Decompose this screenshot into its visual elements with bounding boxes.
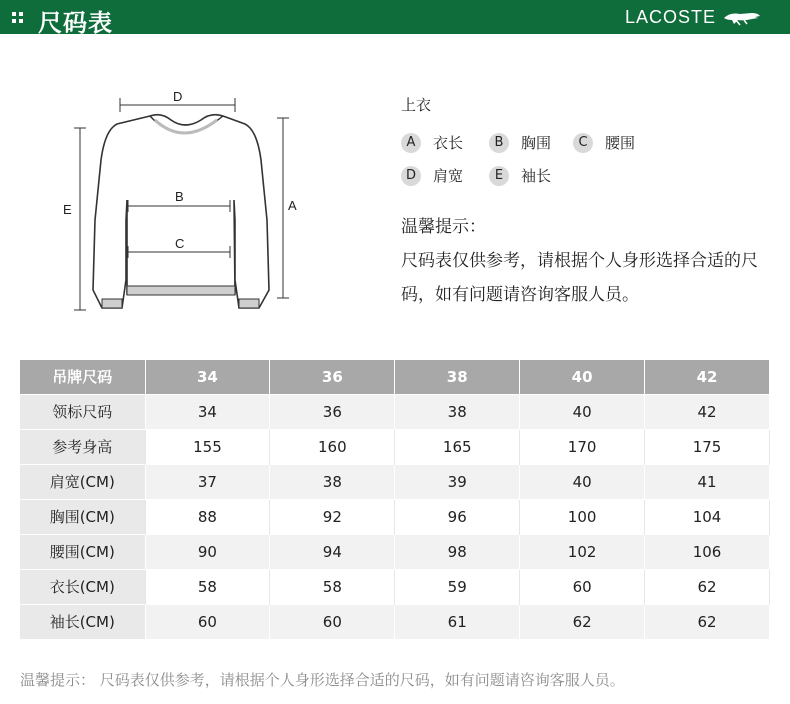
legend-label: 胸围 — [521, 134, 552, 152]
legend-badge: B — [489, 133, 509, 153]
table-cell: 106 — [645, 534, 770, 569]
legend-item — [401, 165, 463, 186]
table-cell: 39 — [395, 464, 520, 499]
table-cell: 155 — [145, 429, 270, 464]
table-cell: 38 — [395, 394, 520, 429]
table-cell: 42 — [645, 394, 770, 429]
legend-badge: E — [489, 166, 509, 186]
table-header-row — [20, 360, 770, 394]
table-cell: 34 — [145, 394, 270, 429]
table-cell: 62 — [645, 569, 770, 604]
table-cell: 94 — [270, 534, 395, 569]
table-cell: 100 — [520, 499, 645, 534]
table-cell: 38 — [270, 464, 395, 499]
size-table — [20, 360, 770, 639]
header-cell: 38 — [395, 360, 520, 394]
row-label: 袖长(CM) — [20, 604, 145, 639]
row-label: 领标尺码 — [20, 394, 145, 429]
legend-badge: C — [573, 133, 593, 153]
legend-badge: D — [401, 166, 421, 186]
table-cell: 92 — [270, 499, 395, 534]
header-cell: 40 — [520, 360, 645, 394]
legend-item — [489, 165, 551, 186]
table-cell: 41 — [645, 464, 770, 499]
table-cell: 160 — [270, 429, 395, 464]
table-cell: 37 — [145, 464, 270, 499]
brand-name: LACOSTE — [624, 7, 716, 27]
table-cell: 61 — [395, 604, 520, 639]
grid-dots-icon — [12, 12, 24, 24]
tips-title: 温馨提示： — [401, 217, 486, 237]
legend-label: 袖长 — [521, 167, 552, 185]
legend-label: 腰围 — [605, 134, 636, 152]
header-cell: 吊牌尺码 — [20, 360, 145, 394]
table-row — [20, 394, 770, 429]
header-cell: 34 — [145, 360, 270, 394]
table-cell: 62 — [645, 604, 770, 639]
label-b: B — [175, 189, 184, 204]
table-row — [20, 464, 770, 499]
table-cell: 58 — [145, 569, 270, 604]
table-cell: 102 — [520, 534, 645, 569]
tips-body: 尺码表仅供参考，请根据个人身形选择合适的尺码，如有问题请咨询客服人员。 — [401, 251, 758, 305]
table-row — [20, 569, 770, 604]
table-cell: 98 — [395, 534, 520, 569]
table-cell: 62 — [520, 604, 645, 639]
label-c: C — [175, 236, 185, 251]
row-label: 胸围(CM) — [20, 499, 145, 534]
page-title: 尺码表 — [38, 9, 113, 37]
table-row — [20, 534, 770, 569]
label-a: A — [288, 198, 297, 213]
table-cell: 60 — [145, 604, 270, 639]
legend-item — [573, 132, 635, 153]
table-cell: 36 — [270, 394, 395, 429]
legend-label: 衣长 — [433, 134, 464, 152]
table-row — [20, 499, 770, 534]
table-cell: 165 — [395, 429, 520, 464]
table-cell: 60 — [520, 569, 645, 604]
section-title: 上衣 — [401, 96, 432, 114]
brand-logo — [625, 7, 762, 28]
table-row — [20, 604, 770, 639]
label-e: E — [63, 202, 72, 217]
footer-note: 温馨提示： 尺码表仅供参考，请根据个人身形选择合适的尺码，如有问题请咨询客服人员。 — [20, 671, 625, 689]
row-label: 肩宽(CM) — [20, 464, 145, 499]
table-cell: 170 — [520, 429, 645, 464]
table-cell: 175 — [645, 429, 770, 464]
legend-item — [489, 132, 551, 153]
label-d: D — [173, 89, 183, 104]
info-panel — [401, 94, 781, 305]
crocodile-icon — [722, 9, 762, 27]
legend-label: 肩宽 — [433, 167, 464, 185]
table-cell: 40 — [520, 394, 645, 429]
header-cell: 36 — [270, 360, 395, 394]
legend-badge: A — [401, 133, 421, 153]
table-cell: 96 — [395, 499, 520, 534]
table-cell: 88 — [145, 499, 270, 534]
header-bar — [0, 0, 790, 37]
table-cell: 59 — [395, 569, 520, 604]
table-cell: 60 — [270, 604, 395, 639]
row-label: 衣长(CM) — [20, 569, 145, 604]
table-cell: 90 — [145, 534, 270, 569]
header-cell: 42 — [645, 360, 770, 394]
table-cell: 40 — [520, 464, 645, 499]
table-row — [20, 429, 770, 464]
table-cell: 104 — [645, 499, 770, 534]
legend-item — [401, 132, 463, 153]
row-label: 腰围(CM) — [20, 534, 145, 569]
row-label: 参考身高 — [20, 429, 145, 464]
table-cell: 58 — [270, 569, 395, 604]
sweater-diagram — [55, 80, 315, 320]
